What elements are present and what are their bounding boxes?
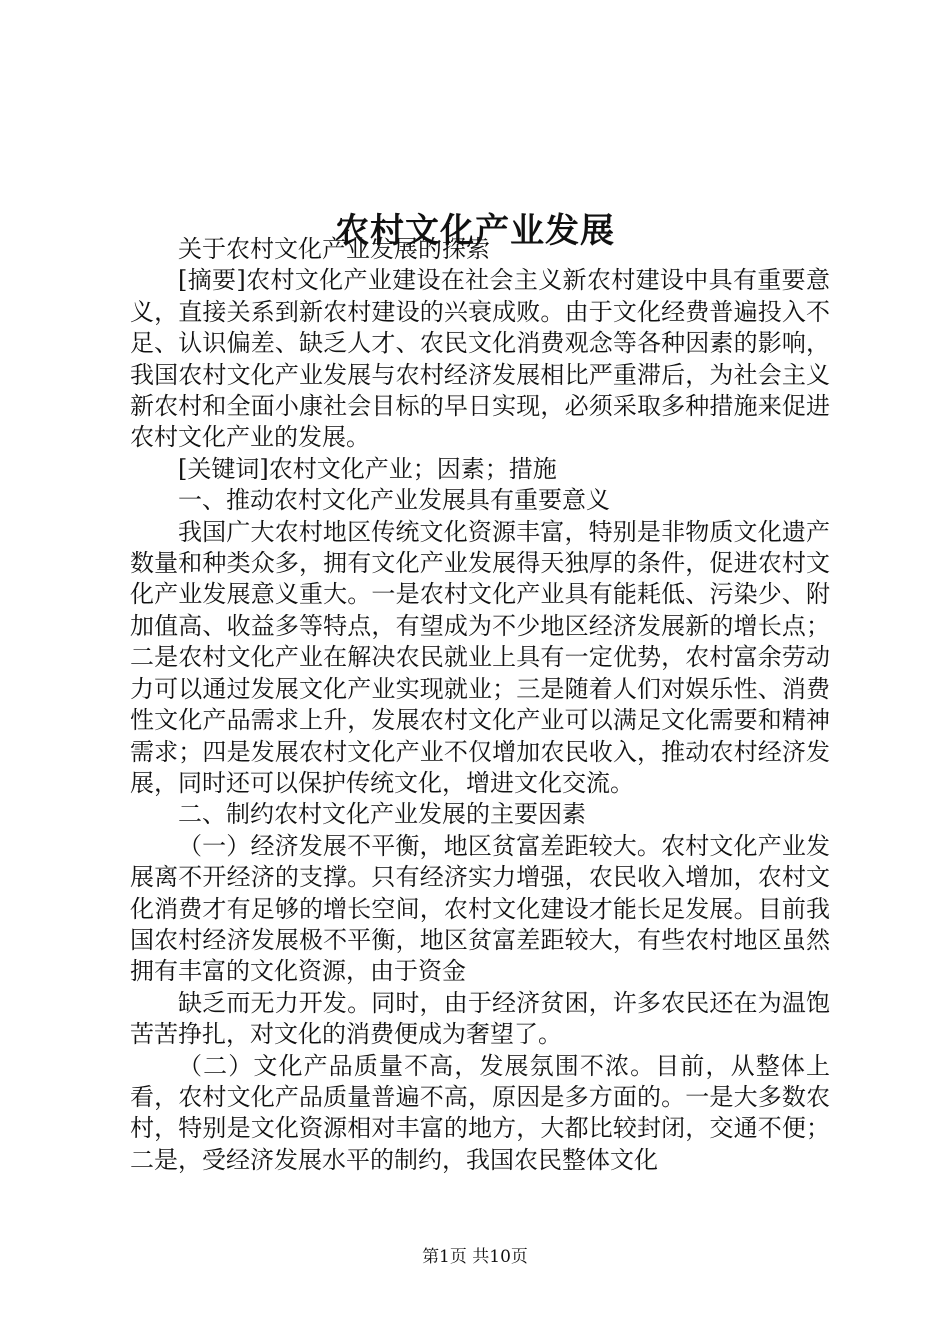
keywords-paragraph: [关键词]农村文化产业；因素；措施 <box>178 454 557 483</box>
body-paragraph-significance: 我国广大农村地区传统文化资源丰富，特别是非物质文化遗产数量和种类众多，拥有文化产业发展得天独厚的条件，促进农村文化产业发展意义重大。一是农村文化产业具有能耗低、污染少、附加值高、收益多等特点，有望成为不少地区经济发展新的增长点；二是农村文化产业在解决农民就业上具有一定优势，农村富余劳动力可以通过发展文化产业实现就业；三是随着人们对娱乐性、消费性文化产品需求上升，发展农村文化产业可以满足文化需要和精神需求；四是发展农村文化产业不仅增加农民收入，推动农村经济发展，同时还可以保护传统文化，增进文化交流。 <box>130 517 830 797</box>
section-heading-2: 二、制约农村文化产业发展的主要因素 <box>178 800 586 829</box>
section-heading-1: 一、推动农村文化产业发展具有重要意义 <box>178 486 610 515</box>
subtitle-paragraph: 关于农村文化产业发展的探索 <box>178 235 490 263</box>
document-title: 农村文化产业发展 <box>335 210 615 251</box>
body-paragraph-factor-2: （二）文化产品质量不高，发展氛围不浓。目前，从整体上看，农村文化产品质量普遍不高，原因是多方面的。一是大多数农村，特别是文化资源相对丰富的地方，大都比较封闭，交通不便；二是，受经济发展水平的制约，我国农民整体文化 <box>130 1051 830 1174</box>
document-body <box>130 234 830 1176</box>
abstract-paragraph: [摘要]农村文化产业建设在社会主义新农村建设中具有重要意义，直接关系到新农村建设的兴衰成败。由于文化经费普遍投入不足、认识偏差、缺乏人才、农民文化消费观念等各种因素的影响，我国农村文化产业发展与农村经济发展相比严重滞后，为社会主义新农村和全面小康社会目标的早日实现，必须采取多种措施来促进农村文化产业的发展。 <box>130 266 830 452</box>
page-number-footer: 第1页 共10页 <box>422 1247 528 1267</box>
body-paragraph-factor-1: （一）经济发展不平衡，地区贫富差距较大。农村文化产业发展离不开经济的支撑。只有经济实力增强，农民收入增加，农村文化消费才有足够的增长空间，农村文化建设才能长足发展。目前我国农村经济发展极不平衡，地区贫富差距较大，有些农村地区虽然拥有丰富的文化资源，由于资金 <box>130 831 830 986</box>
body-paragraph-factor-1-continued: 缺乏而无力开发。同时，由于经济贫困，许多农民还在为温饱苦苦挣扎，对文化的消费便成为奢望了。 <box>130 988 830 1049</box>
